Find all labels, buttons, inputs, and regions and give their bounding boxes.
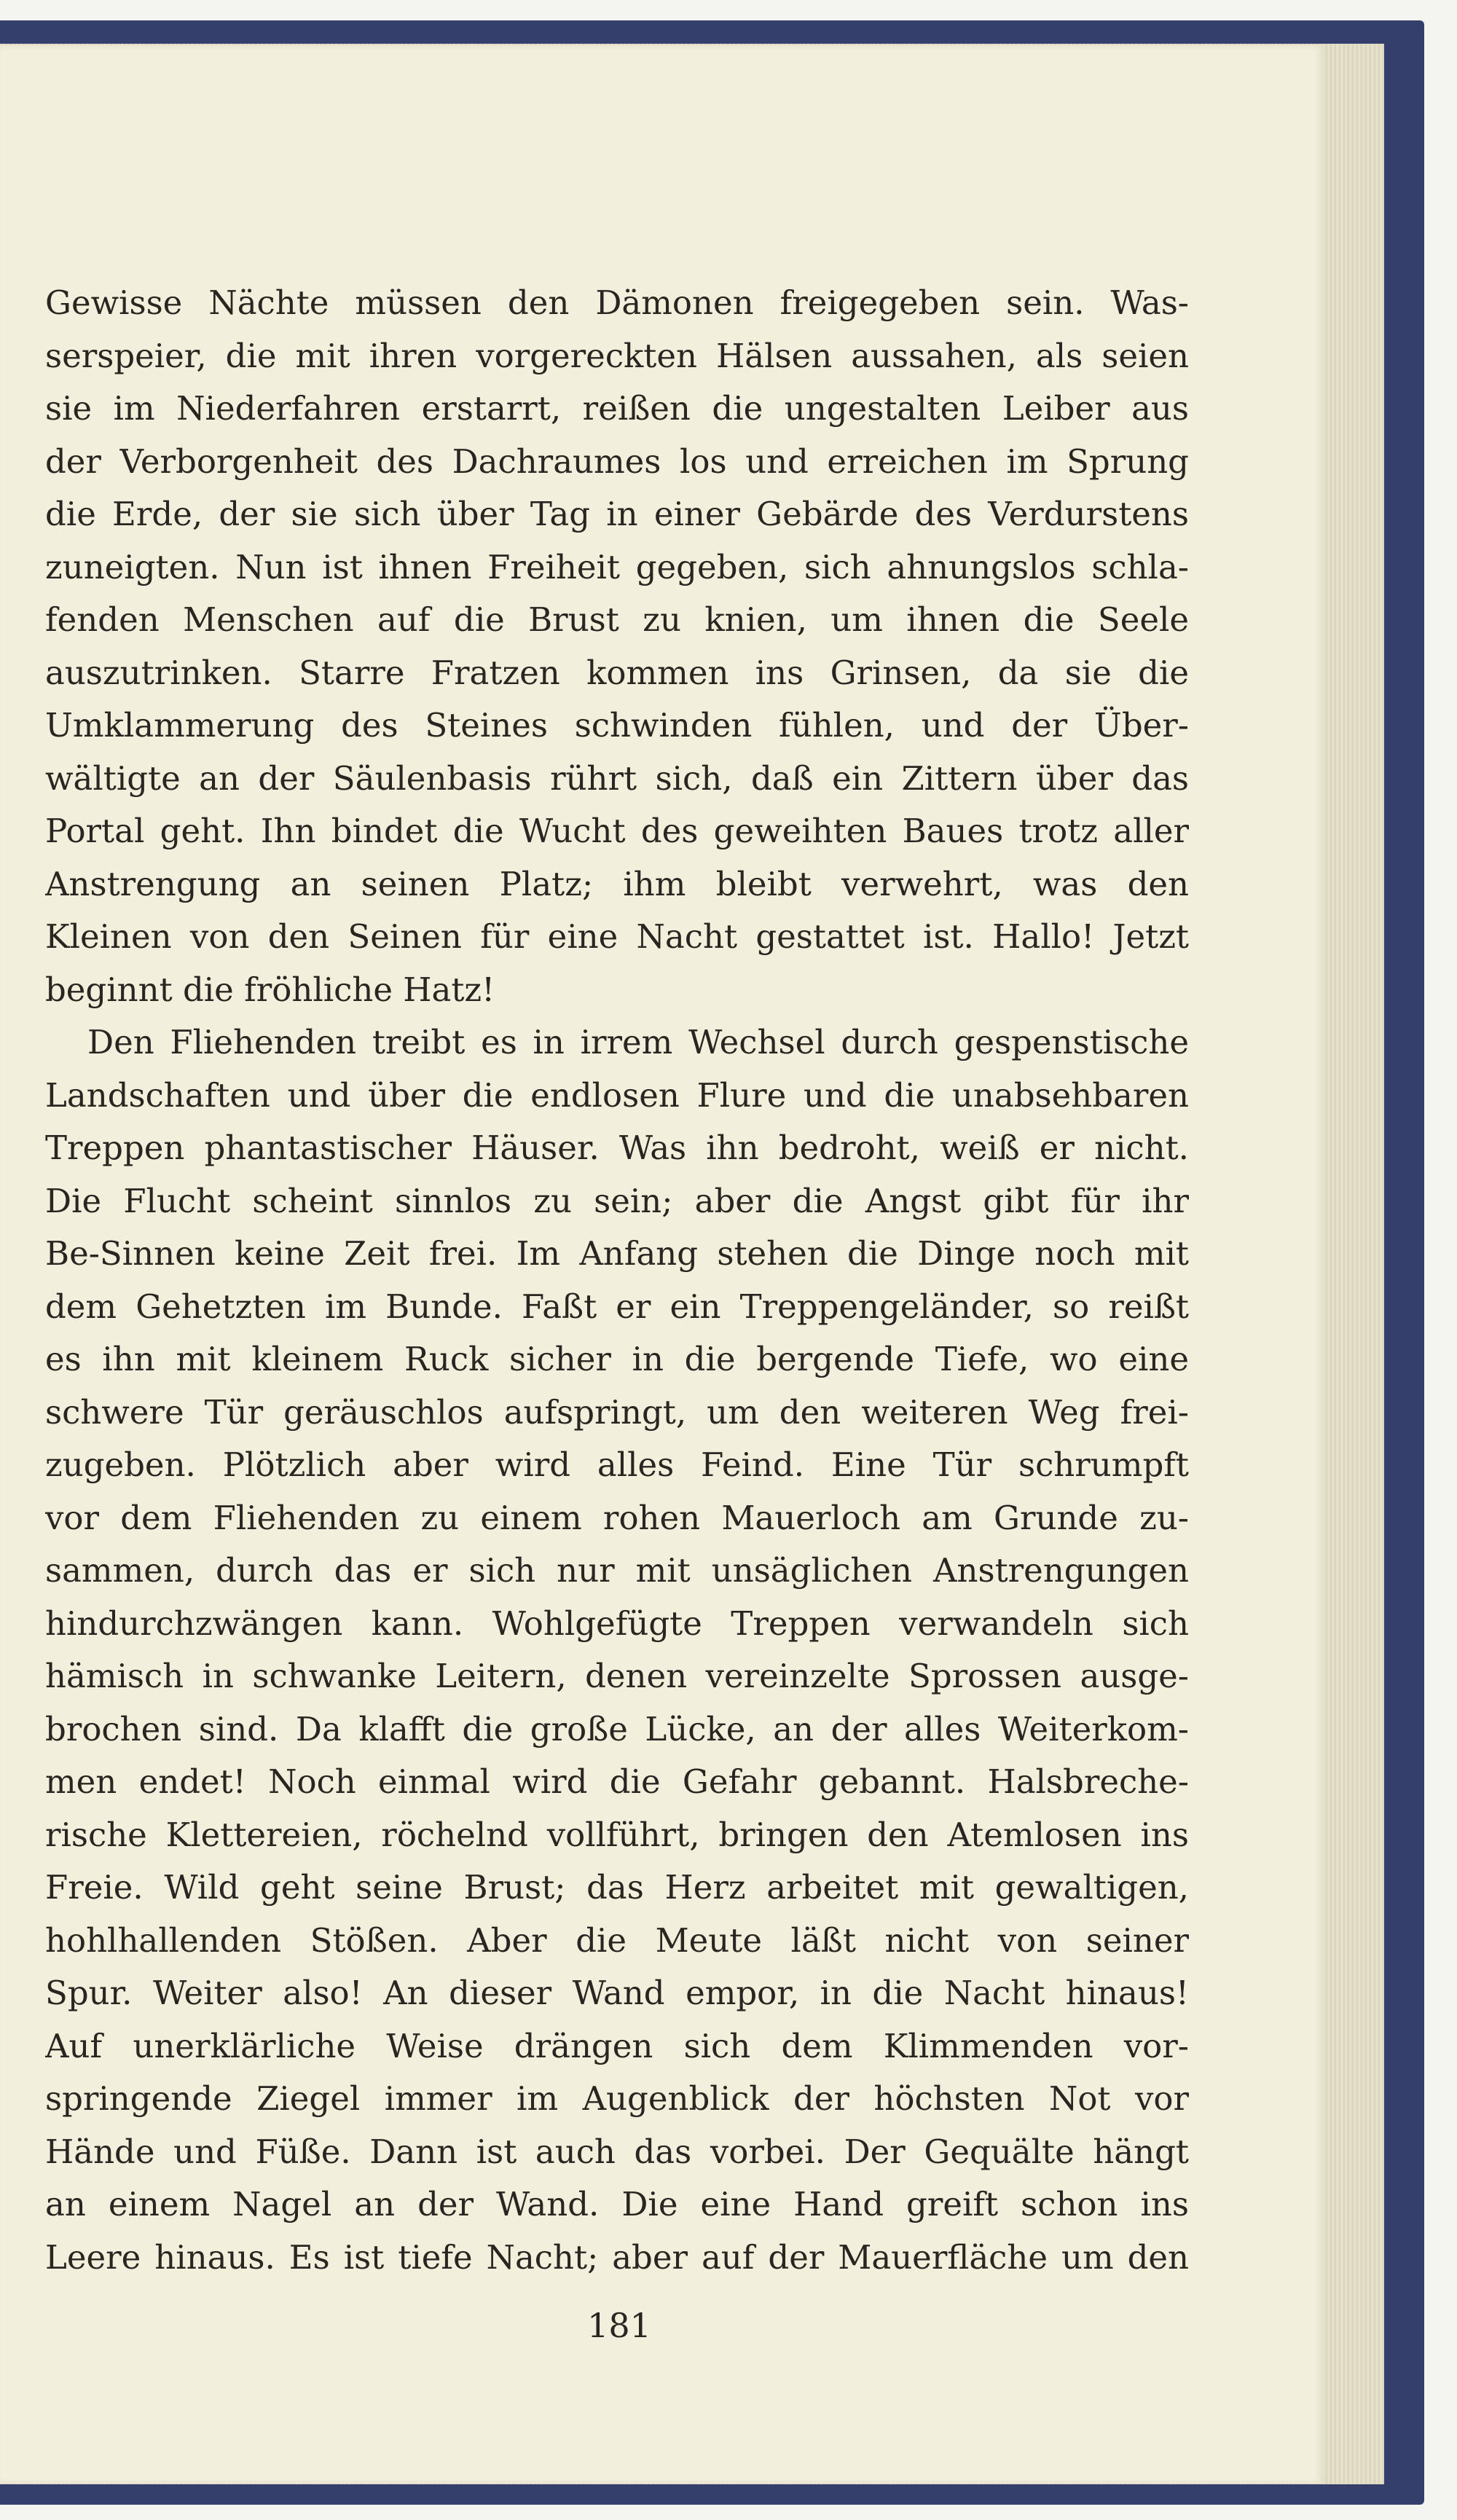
text-line: hohlhallenden Stößen. Aber die Meute läßt nicht von seiner [45,1920,1189,1960]
text-line: die Erde, der sie sich über Tag in einer Gebärde des Verdurstens [45,495,1189,533]
text-line: Freie. Wild geht seine Brust; das Herz arbeitet mit gewaltigen, [45,1868,1189,1907]
body-text [45,277,1189,2284]
text-line: Umklammerung des Steines schwinden fühlen, und der Über- [45,706,1189,745]
text-line: Landschaften und über die endlosen Flure und die unabsehbaren [45,1075,1189,1115]
text-line: auszutrinken. Starre Fratzen kommen ins Grinsen, da sie die [45,653,1189,692]
text-line: Gewisse Nächte müssen den Dämonen freigegeben sein. Was- [45,283,1189,322]
text-line: hämisch in schwanke Leitern, denen vereinzelte Sprossen ausge- [45,1657,1189,1695]
text-line: Hände und Füße. Dann ist auch das vorbei. Der Gequälte hängt [45,2132,1189,2171]
text-line: Kleinen von den Seinen für eine Nacht gestattet ist. Hallo! Jetzt [45,917,1189,956]
text-line: beginnt die fröhliche Hatz! [45,970,495,1009]
text-line: Auf unerklärliche Weise drängen sich dem Klimmenden vor- [45,2026,1189,2065]
text-line: Be-Sinnen keine Zeit frei. Im Anfang stehen die Dinge noch mit [45,1234,1189,1273]
text-line: wältigte an der Säulenbasis rührt sich, daß ein Zittern über das [45,758,1189,798]
text-line: Portal geht. Ihn bindet die Wucht des geweihten Baues trotz aller [45,812,1189,850]
page-number: 181 [587,2306,651,2345]
text-line: schwere Tür geräuschlos aufspringt, um den weiteren Weg frei- [45,1392,1189,1432]
text-line: men endet! Noch einmal wird die Gefahr gebannt. Halsbreche- [45,1762,1189,1801]
text-line: Den Fliehenden treibt es in irrem Wechsel durch gespenstische [87,1023,1189,1061]
text-line: Die Flucht scheint sinnlos zu sein; aber die Angst gibt für ihr [45,1181,1189,1220]
text-line: vor dem Fliehenden zu einem rohen Mauerloch am Grunde zu- [45,1498,1189,1537]
text-line: rische Klettereien, röchelnd vollführt, bringen den Atemlosen ins [45,1815,1189,1854]
text-line: Treppen phantastischer Häuser. Was ihn bedroht, weiß er nicht. [45,1128,1189,1167]
text-line: serspeier, die mit ihren vorgereckten Hälsen aussahen, als seien [45,336,1189,375]
text-line: an einem Nagel an der Wand. Die eine Hand greift schon ins [45,2185,1189,2223]
text-line: hindurchzwängen kann. Wohlgefügte Treppen verwandeln sich [45,1604,1189,1643]
book-page [0,45,1324,2484]
text-line: zugeben. Plötzlich aber wird alles Feind. Eine Tür schrumpft [45,1445,1189,1484]
text-line: es ihn mit kleinem Ruck sicher in die bergende Tiefe, wo eine [45,1340,1189,1378]
text-line: Spur. Weiter also! An dieser Wand empor, in die Nacht hinaus! [45,1974,1189,2012]
text-line: springende Ziegel immer im Augenblick der höchsten Not vor [45,2079,1189,2118]
text-line: fenden Menschen auf die Brust zu knien, um ihnen die Seele [45,600,1189,639]
text-line: Anstrengung an seinen Platz; ihm bleibt verwehrt, was den [45,864,1189,903]
text-line: dem Gehetzten im Bunde. Faßt er ein Treppengeländer, so reißt [45,1287,1189,1326]
text-line: Leere hinaus. Es ist tiefe Nacht; aber auf der Mauerfläche um den [45,2237,1189,2277]
text-line: sammen, durch das er sich nur mit unsäglichen Anstrengungen [45,1551,1189,1590]
text-line: zuneigten. Nun ist ihnen Freiheit gegeben, sich ahnungslos schla- [45,547,1189,586]
text-line: sie im Niederfahren erstarrt, reißen die ungestalten Leiber aus [45,389,1189,428]
text-line: brochen sind. Da klafft die große Lücke, an der alles Weiterkom- [45,1709,1189,1748]
text-line: der Verborgenheit des Dachraumes los und erreichen im Sprung [45,441,1189,481]
